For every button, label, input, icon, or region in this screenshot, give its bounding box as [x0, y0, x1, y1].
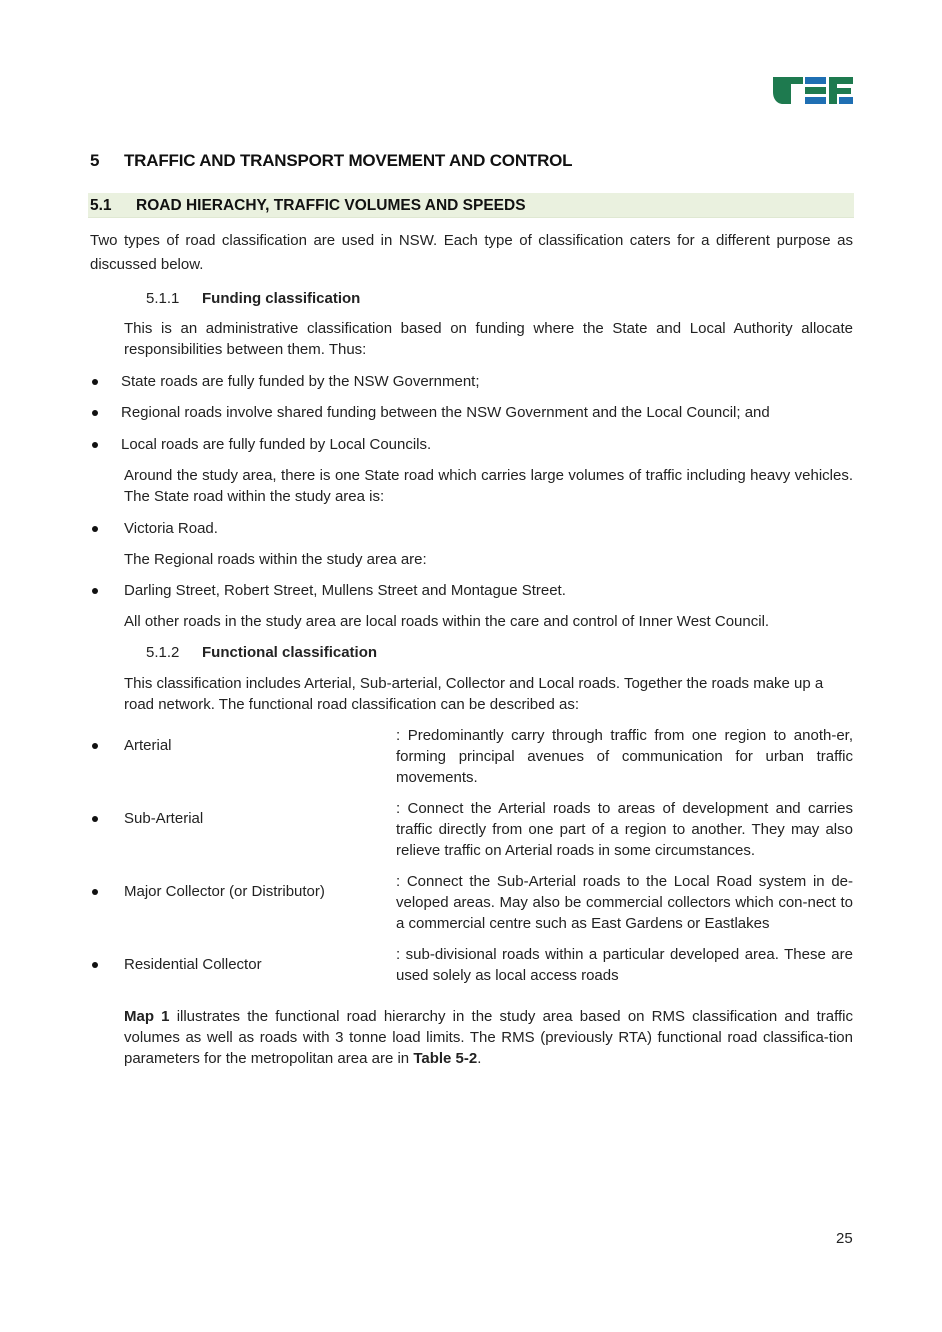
functional-number: 5.1.2: [146, 644, 180, 661]
funding-paragraph-1: This is an administrative classification based on funding where the State and Local Authority allocate responsibilities between them. Thus:: [124, 320, 853, 358]
bullet-icon: [92, 962, 98, 968]
map-reference: Map 1: [124, 1008, 170, 1025]
bullet-icon: [92, 379, 98, 385]
funding-number: 5.1.1: [146, 290, 180, 307]
funding-paragraph-4: All other roads in the study area are local roads within the care and control of Inner West Council.: [124, 613, 770, 630]
chapter-number: 5: [90, 151, 100, 170]
class-def-arterial: : Predominantly carry through traffic from one region to anoth-er, forming principal avenues of communication for urban traffic movements.: [396, 727, 853, 786]
funding-paragraph-2: Around the study area, there is one State road which carries large volumes of traffic including heavy vehicles. The State road within the study area is:: [124, 467, 853, 505]
bullet-icon: [92, 410, 98, 416]
class-term-residential-collector: Residential Collector: [124, 956, 262, 973]
intro-paragraph: Two types of road classification are used in NSW. Each type of classification caters for a different purpose as discussed below.: [90, 232, 853, 273]
regional-road-item: Darling Street, Robert Street, Mullens Street and Montague Street.: [124, 582, 566, 599]
chapter-title: TRAFFIC AND TRANSPORT MOVEMENT AND CONTROL: [124, 151, 573, 170]
funding-bullet-local: Local roads are fully funded by Local Councils.: [121, 436, 432, 453]
bullet-icon: [92, 526, 98, 532]
bullet-icon: [92, 588, 98, 594]
page-number: 25: [836, 1230, 853, 1247]
class-def-residential-collector: : sub-divisional roads within a particular developed area. These are used solely as local access roads: [396, 946, 853, 984]
bullet-icon: [92, 442, 98, 448]
state-road-item: Victoria Road.: [124, 520, 218, 537]
functional-heading: [146, 642, 377, 663]
class-term-arterial: Arterial: [124, 737, 172, 754]
closing-paragraph: [124, 1006, 853, 1069]
bullet-icon: [92, 816, 98, 822]
class-def-major-collector: : Connect the Sub-Arterial roads to the Local Road system in de-veloped areas. May also be commercial collectors which con-nect to a commercial centre such as East Gardens or Eastlakes: [396, 873, 853, 932]
closing-text-1: illustrates the functional road hierarchy in the study area based on RMS classification and traffic volumes as well as roads with 3 tonne load limits. The RMS (previously RTA) functional road classifica-tion parameters for the metropolitan area are in: [124, 1008, 853, 1067]
class-term-major-collector: Major Collector (or Distributor): [124, 883, 325, 900]
section-number: 5.1: [90, 197, 112, 214]
bullet-icon: [92, 889, 98, 895]
functional-title: Functional classification: [202, 644, 378, 661]
class-term-sub-arterial: Sub-Arterial: [124, 810, 204, 827]
table-reference: Table 5-2: [413, 1050, 478, 1067]
bullet-icon: [92, 743, 98, 749]
funding-paragraph-3: The Regional roads within the study area are:: [124, 551, 427, 568]
tef-logo: [773, 77, 853, 104]
section-title: ROAD HIERACHY, TRAFFIC VOLUMES AND SPEEDS: [136, 197, 526, 214]
funding-bullet-regional: Regional roads involve shared funding between the NSW Government and the Local Council; and: [121, 404, 770, 421]
funding-bullet-state: State roads are fully funded by the NSW Government;: [121, 373, 480, 390]
funding-title: Funding classification: [202, 290, 361, 307]
chapter-heading: [90, 151, 572, 171]
section-heading: [88, 193, 854, 218]
funding-heading: [146, 288, 360, 309]
class-def-sub-arterial: : Connect the Arterial roads to areas of development and carries traffic directly from one part of a region to another. They may also relieve traffic on Arterial roads in some circumstances.: [396, 800, 853, 859]
closing-text-2: .: [477, 1050, 482, 1067]
functional-paragraph-1: This classification includes Arterial, Sub-arterial, Collector and Local roads. Together the roads make up a road network. The functional road classification can be described as:: [124, 675, 824, 713]
